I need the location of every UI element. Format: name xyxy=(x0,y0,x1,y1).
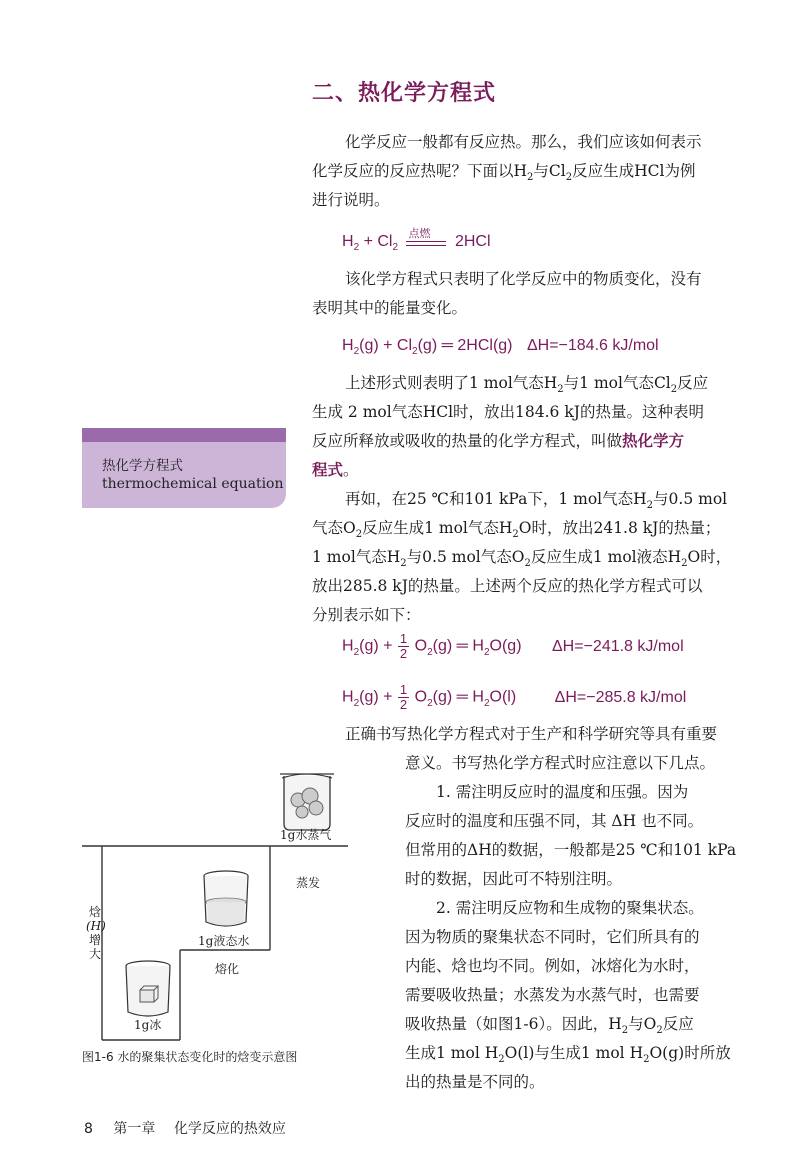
ice-label: 1g冰 xyxy=(134,1018,162,1032)
delta-h-1: ΔH=−184.6 kJ/mol xyxy=(526,337,659,354)
axis-label: 焓 (H) 增 大 xyxy=(86,905,106,961)
melt-label: 熔化 xyxy=(215,962,240,976)
beaker-water-icon xyxy=(204,871,248,926)
enthalpy-diagram xyxy=(80,760,370,1045)
water-label: 1g液态水 xyxy=(198,934,250,948)
evaporate-label: 蒸发 xyxy=(296,876,321,890)
point1-line-3: 但常用的ΔH的数据，一般都是25 ℃和101 kPa xyxy=(405,841,737,859)
point2-line-5: 吸收热量（如图1-6）。因此，$H_2$与$O_2$反应 xyxy=(405,1015,694,1037)
chapter-number: 第一章 xyxy=(113,1121,156,1137)
beaker-steam-icon xyxy=(280,774,334,830)
chapter-title: 化学反应的热效应 xyxy=(173,1121,286,1137)
para3-line-4: 放出285.8 kJ的热量。上述两个反应的热化学方程式可以 xyxy=(312,577,703,595)
section-title: 二、热化学方程式 xyxy=(312,81,497,106)
para2-line-1: 上述形式则表明了1 mol气态$H_2$与1 mol气态$Cl_2$反应 xyxy=(345,374,709,396)
point1-line-1: 1. 需注明反应时的温度和压强。因为 xyxy=(436,783,689,801)
para4-line-2: 意义。书写热化学方程式时应注意以下几点。 xyxy=(405,754,716,772)
point2-line-2: 因为物质的聚集状态不同时，它们所具有的 xyxy=(405,928,700,946)
para2-line-3: 反应所释放或吸收的热量的化学方程式，叫做热化学方 xyxy=(312,431,685,450)
equation-2: $H_2(g) + Cl_2(g)$ ═ 2HCl(g) ΔH=−184.6 kJ/mol xyxy=(342,337,659,358)
equation-1: $H_2 + Cl_2$ 点燃 2HCl xyxy=(342,227,491,254)
equation-4: $H_2(g)$ + $\frac{1}{2}$ $O_2(g)$ ═ $H_2O(l)$ ΔH=−285.8 kJ/mol xyxy=(342,682,687,712)
point2-line-6: 生成1 mol $H_2O(l)$与生成1 mol $H_2O(g)$时所放 xyxy=(405,1044,731,1066)
fraction-half: $\frac{1}{2}$ xyxy=(399,631,408,661)
glossary-term-zh: 热化学方程式 xyxy=(102,458,183,474)
para3-line-1: 再如，在25 ℃和101 kPa下，1 mol气态$H_2$与0.5 mol xyxy=(345,490,728,512)
para3-line-5: 分别表示如下： xyxy=(312,606,421,624)
condition-label: 点燃 xyxy=(408,227,431,240)
point2-line-1: 2. 需注明反应物和生成物的聚集状态。 xyxy=(436,899,704,917)
sidebox-header-bar xyxy=(82,428,286,442)
intro-line-2: 化学反应的反应热呢？下面以$H_2$与$Cl_2$反应生成HCl为例 xyxy=(312,162,696,184)
note-line-1: 该化学方程式只表明了化学反应中的物质变化，没有 xyxy=(345,270,702,288)
delta-h-3: ΔH=−285.8 kJ/mol xyxy=(554,688,687,706)
point1-line-2: 反应时的温度和压强不同，其 ΔH 也不同。 xyxy=(405,812,704,830)
intro-line-3: 进行说明。 xyxy=(312,191,390,209)
figure-caption: 图1-6 水的聚集状态变化时的焓变示意图 xyxy=(82,1050,298,1064)
point2-line-3: 内能、焓也均不同。例如，冰熔化为水时， xyxy=(405,957,700,975)
delta-h-2: ΔH=−241.8 kJ/mol xyxy=(551,637,684,655)
equation-3: $H_2(g)$ + $\frac{1}{2}$ $O_2(g)$ ═ $H_2O(g)$ ΔH=−241.8 kJ/mol xyxy=(342,631,684,661)
para2-line-4: 程式。 xyxy=(312,460,359,479)
page-number: 8 xyxy=(84,1121,93,1137)
fraction-half: $\frac{1}{2}$ xyxy=(399,682,408,712)
para3-line-3: 1 mol气态$H_2$与0.5 mol气态$O_2$反应生成1 mol液态$H_2O$时， xyxy=(312,548,732,570)
page-footer xyxy=(84,1118,286,1138)
term-highlight: 热化学方 xyxy=(622,431,685,450)
para4-line-1: 正确书写热化学方程式对于生产和科学研究等具有重要 xyxy=(345,725,718,743)
para2-line-2: 生成 2 mol气态HCl时，放出184.6 kJ的热量。这种表明 xyxy=(312,403,704,421)
beaker-ice-icon xyxy=(126,961,170,1016)
glossary-term-en: thermochemical equation xyxy=(102,476,284,492)
steam-label: 1g水蒸气 xyxy=(280,828,332,842)
para3-line-2: 气态$O_2$反应生成1 mol气态$H_2O$时，放出241.8 kJ的热量； xyxy=(312,519,721,541)
point2-line-7: 出的热量是不同的。 xyxy=(405,1073,545,1091)
point2-line-4: 需要吸收热量；水蒸发为水蒸气时，也需要 xyxy=(405,986,700,1004)
intro-line-1: 化学反应一般都有反应热。那么，我们应该如何表示 xyxy=(345,133,702,151)
note-line-2: 表明其中的能量变化。 xyxy=(312,299,468,317)
point1-line-4: 时的数据，因此可不特别注明。 xyxy=(405,870,623,888)
glossary-sidebox xyxy=(82,428,286,508)
